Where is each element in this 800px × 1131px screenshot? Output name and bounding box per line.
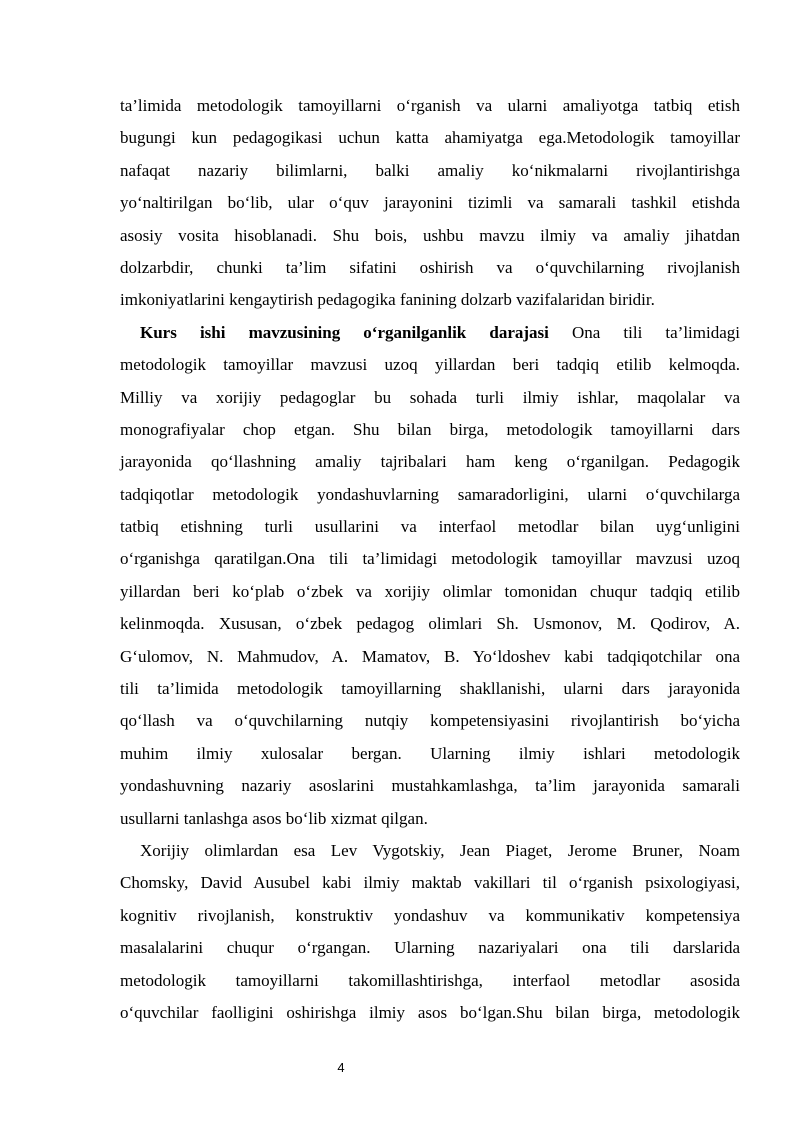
text-line: kognitiv rivojlanish, konstruktiv yondashuv va kommunikativ kompetensiya — [120, 905, 740, 925]
text-line: tatbiq etishning turli usullarini va interfaol metodlar bilan uyg‘unligini — [120, 517, 740, 537]
text-line: yillardan beri ko‘plab o‘zbek va xorijiy olimlar tomonidan chuqur tadqiq etilib — [120, 581, 740, 601]
text-line: metodologik tamoyillar mavzusi uzoq yillardan beri tadqiq etilib kelmoqda. — [120, 355, 740, 375]
text-line: qo‘llash va o‘quvchilarning nutqiy kompetensiyasini rivojlantirish bo‘yicha — [120, 711, 740, 731]
text-line: usullarni tanlashga asos bo‘lib xizmat qilgan. — [120, 808, 428, 828]
text-line: nafaqat nazariy bilimlarni, balki amaliy ko‘nikmalarni rivojlantirishga — [120, 160, 740, 180]
text-line: metodologik tamoyillarni takomillashtirishga, interfaol metodlar asosida — [120, 970, 740, 990]
text-line: Milliy va xorijiy pedagoglar bu sohada turli ilmiy ishlar, maqolalar va — [120, 387, 740, 407]
paragraph-research-degree — [120, 317, 740, 835]
text-line: imkoniyatlarini kengaytirish pedagogika fanining dolzarb vazifalaridan biridir. — [120, 290, 655, 310]
page-number: 4 — [337, 1060, 345, 1075]
text-line: muhim ilmiy xulosalar bergan. Ularning ilmiy ishlari metodologik — [120, 743, 740, 763]
text-line: o‘rganishga qaratilgan.Ona tili ta’limidagi metodologik tamoyillar mavzusi uzoq — [120, 549, 740, 569]
text-line: masalalarini chuqur o‘rgangan. Ularning nazariyalari ona tili darslarida — [120, 938, 740, 958]
paragraph-intro-continued — [120, 90, 740, 317]
document-body — [120, 90, 740, 1029]
text-line: asosiy vosita hisoblanadi. Shu bois, ushbu mavzu ilmiy va amaliy jihatdan — [120, 225, 740, 245]
text-line-with-heading — [120, 317, 740, 349]
text-line: Xorijiy olimlardan esa Lev Vygotskiy, Jean Piaget, Jerome Bruner, Noam — [140, 840, 740, 860]
text-line: kelinmoqda. Xususan, o‘zbek pedagog olimlari Sh. Usmonov, M. Qodirov, A. — [120, 614, 740, 634]
text-line: yo‘naltirilgan bo‘lib, ular o‘quv jarayonini tizimli va samarali tashkil etishda — [120, 193, 740, 213]
text-line: Chomsky, David Ausubel kabi ilmiy maktab vakillari til o‘rganish psixologiyasi, — [120, 873, 740, 893]
text-run: Ona tili ta’limidagi — [548, 322, 740, 342]
section-run-in-heading: Kurs ishi mavzusining o‘rganilganlik darajasi — [140, 322, 549, 342]
text-line: bugungi kun pedagogikasi uchun katta ahamiyatga ega.Metodologik tamoyillar — [120, 128, 740, 148]
text-line: G‘ulomov, N. Mahmudov, A. Mamatov, B. Yo‘ldoshev kabi tadqiqotchilar ona — [120, 646, 740, 666]
text-line: yondashuvning nazariy asoslarini mustahkamlashga, ta’lim jarayonida samarali — [120, 776, 740, 796]
text-line: jarayonida qo‘llashning amaliy tajribalari ham keng o‘rganilgan. Pedagogik — [120, 452, 740, 472]
text-line: dolzarbdir, chunki ta’lim sifatini oshirish va o‘quvchilarning rivojlanish — [120, 257, 740, 277]
text-line: tadqiqotlar metodologik yondashuvlarning samaradorligini, ularni o‘quvchilarga — [120, 484, 740, 504]
paragraph-foreign-scholars — [120, 835, 740, 1029]
text-line: o‘quvchilar faolligini oshirishga ilmiy asos bo‘lgan.Shu bilan birga, metodologik — [120, 1002, 740, 1022]
text-line: monografiyalar chop etgan. Shu bilan birga, metodologik tamoyillarni dars — [120, 419, 740, 439]
text-line: tili ta’limida metodologik tamoyillarning shakllanishi, ularni dars jarayonida — [120, 679, 740, 699]
text-line: ta’limida metodologik tamoyillarni o‘rganish va ularni amaliyotga tatbiq etish — [120, 96, 740, 115]
